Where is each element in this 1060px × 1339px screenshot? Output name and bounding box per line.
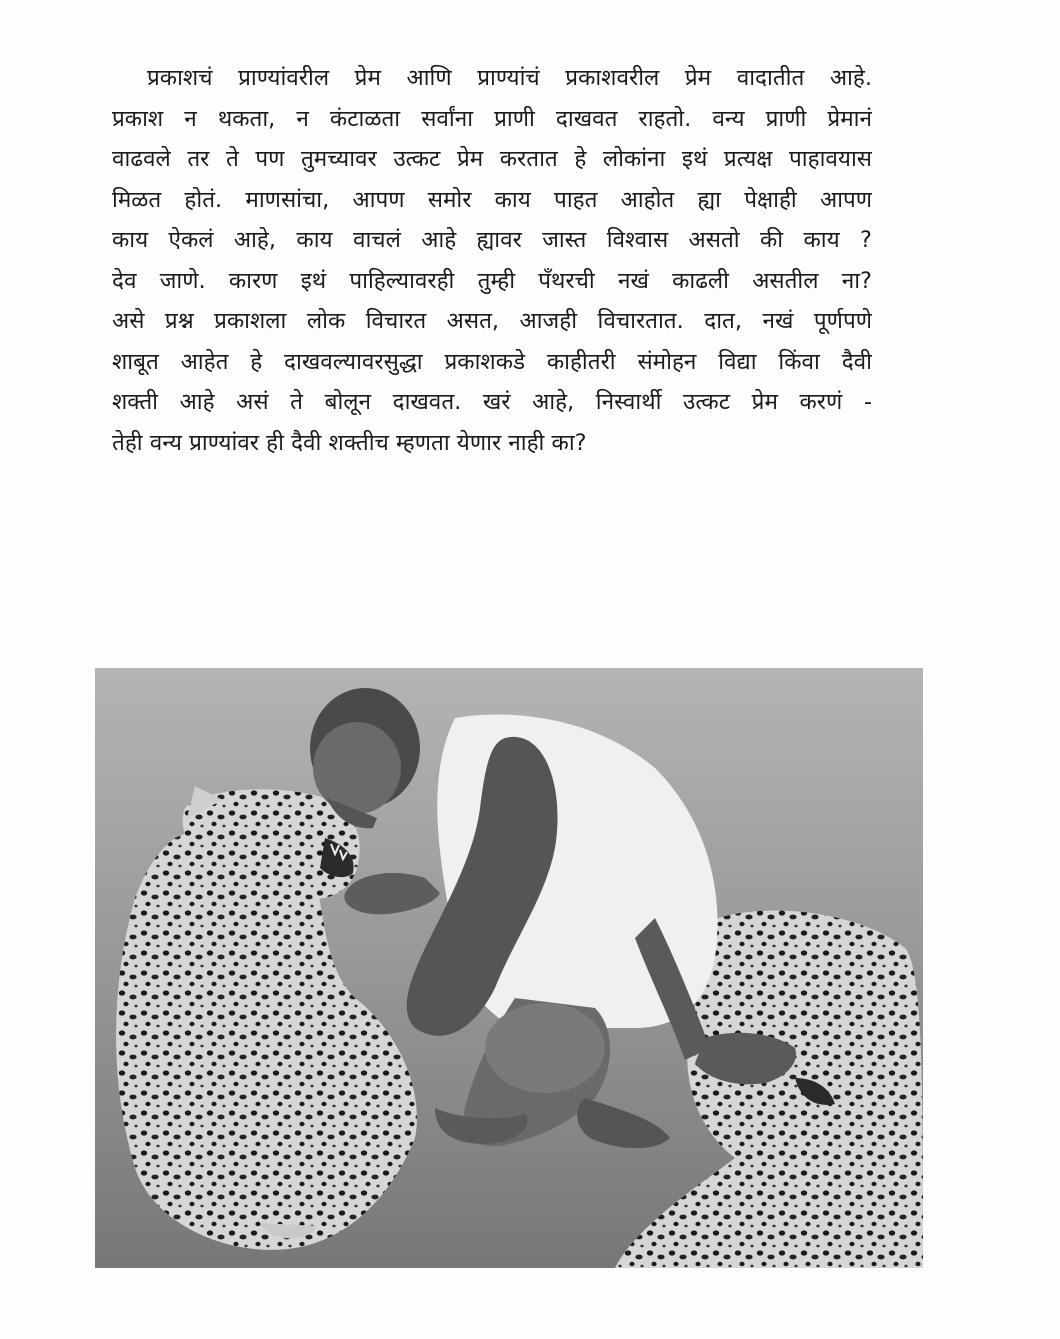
paragraph-line: शाबूत आहेत हे दाखवल्यावरसुद्धा प्रकाशकडे काहीतरी संमोहन विद्या किंवा दैवी bbox=[112, 348, 872, 375]
paragraph-line: प्रकाश न थकता, न कंटाळता सर्वांना प्राणी दाखवत राहतो. वन्य प्राणी प्रेमानं bbox=[112, 105, 872, 132]
paragraph-line: काय ऐकलं आहे, काय वाचलं आहे ह्यावर जास्त विश्वास असतो की काय ? bbox=[112, 227, 872, 253]
paragraph-line: तेही वन्य प्राण्यांवर ही दैवी शक्तीच म्हणता येणार नाही का? bbox=[112, 429, 587, 456]
paragraph-line: असे प्रश्न प्रकाशला लोक विचारत असत, आजही विचारतात. दात, नखं पूर्णपणे bbox=[112, 308, 872, 334]
paragraph-line: प्रकाशचं प्राण्यांवरील प्रेम आणि प्राण्यांचं प्रकाशवरील प्रेम वादातीत आहे. bbox=[147, 65, 872, 91]
paragraph-line: शक्ती आहे असं ते बोलून दाखवत. खरं आहे, निस्वार्थी उत्कट प्रेम करणं - bbox=[112, 389, 872, 415]
paragraph-line: देव जाणे. कारण इथं पाहिल्यावरही तुम्ही पँथरची नखं काढली असतील ना? bbox=[112, 267, 872, 294]
photo-man-with-leopards bbox=[95, 668, 923, 1268]
paragraph-line: वाढवले तर ते पण तुमच्यावर उत्कट प्रेम करतात हे लोकांना इथं प्रत्यक्ष पाहावयास bbox=[112, 146, 872, 172]
body-paragraph bbox=[112, 58, 872, 463]
paragraph-line: मिळत होतं. माणसांचा, आपण समोर काय पाहत आहोत ह्या पेक्षाही आपण bbox=[112, 186, 872, 213]
